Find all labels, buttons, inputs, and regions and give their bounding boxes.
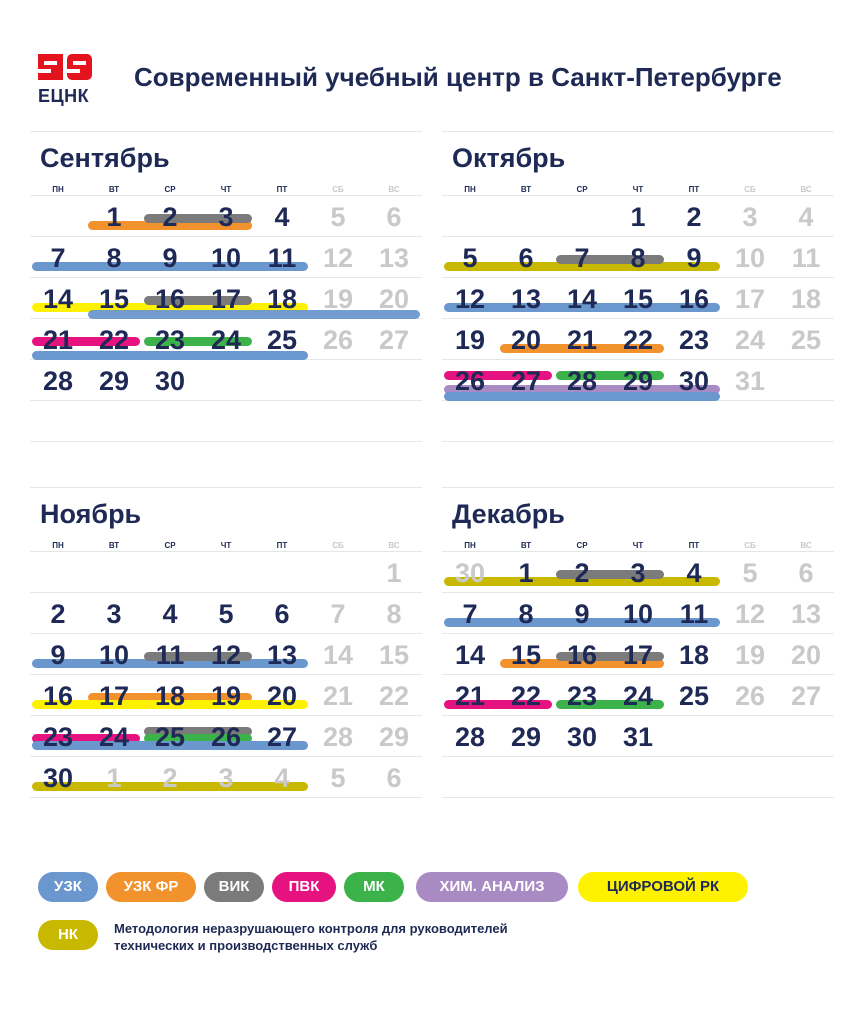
calendar-day[interactable]: 22 <box>510 681 542 711</box>
calendar-day[interactable]: 11 <box>791 243 821 273</box>
calendar-day[interactable]: 19 <box>210 681 242 711</box>
calendar-day[interactable]: 2 <box>50 599 66 629</box>
legend-uzk-fr: УЗК ФР <box>106 872 196 902</box>
calendar-day[interactable]: 23 <box>42 722 74 752</box>
calendar-day[interactable]: 30 <box>42 763 74 793</box>
calendar-day[interactable]: 11 <box>155 640 185 670</box>
calendar-day[interactable]: 29 <box>622 366 654 396</box>
calendar-day[interactable]: 23 <box>566 681 598 711</box>
calendar-day[interactable]: 25 <box>154 722 186 752</box>
calendar-day[interactable]: 17 <box>734 284 766 314</box>
row-divider <box>442 797 834 798</box>
calendar-day[interactable]: 19 <box>322 284 354 314</box>
month-2 <box>442 131 834 447</box>
calendar-day[interactable]: 30 <box>454 558 486 588</box>
weekday-label: ВТ <box>520 185 532 194</box>
calendar-day[interactable]: 9 <box>574 599 590 629</box>
calendar-day[interactable]: 26 <box>454 366 486 396</box>
weekday-label: СР <box>164 541 176 550</box>
calendar-day[interactable]: 16 <box>678 284 710 314</box>
calendar-day[interactable]: 22 <box>378 681 410 711</box>
calendar-day[interactable]: 7 <box>330 599 346 629</box>
calendar-day[interactable]: 5 <box>462 243 478 273</box>
weekday-header <box>30 541 422 555</box>
calendar-day[interactable]: 25 <box>790 325 822 355</box>
calendar-day[interactable]: 15 <box>378 640 410 670</box>
calendar-day[interactable]: 10 <box>98 640 130 670</box>
calendar-day[interactable]: 30 <box>566 722 598 752</box>
header <box>0 0 864 120</box>
calendar-day[interactable]: 4 <box>686 558 702 588</box>
calendar-day[interactable]: 21 <box>42 325 74 355</box>
calendar-day[interactable]: 6 <box>518 243 534 273</box>
calendar-day[interactable]: 1 <box>386 558 402 588</box>
calendar-day[interactable]: 16 <box>42 681 74 711</box>
calendar-day[interactable]: 28 <box>322 722 354 752</box>
weekday-label: ПН <box>52 185 64 194</box>
calendar-day[interactable]: 23 <box>678 325 710 355</box>
calendar-day[interactable]: 26 <box>322 325 354 355</box>
month-name: Декабрь <box>452 499 565 529</box>
calendar-day[interactable]: 25 <box>266 325 298 355</box>
row-divider <box>30 195 422 196</box>
calendar-day[interactable]: 16 <box>566 640 598 670</box>
row-divider <box>442 195 834 196</box>
month-name: Сентябрь <box>40 143 170 173</box>
calendar-day[interactable]: 2 <box>162 763 178 793</box>
calendar-day[interactable]: 6 <box>386 763 402 793</box>
calendar-day[interactable]: 7 <box>574 243 590 273</box>
calendar-day[interactable]: 14 <box>322 640 354 670</box>
calendar-day[interactable]: 29 <box>378 722 410 752</box>
row-divider <box>30 592 422 593</box>
calendar-day[interactable]: 12 <box>734 599 766 629</box>
calendar-day[interactable]: 31 <box>734 366 766 396</box>
calendar-day[interactable]: 13 <box>266 640 298 670</box>
calendar-day[interactable]: 8 <box>106 243 122 273</box>
page-title: Современный учебный центр в Санкт-Петербурге <box>134 62 782 92</box>
logo <box>36 52 96 108</box>
calendar-day[interactable]: 29 <box>510 722 542 752</box>
calendar-day[interactable]: 5 <box>218 599 234 629</box>
calendar-day[interactable]: 22 <box>98 325 130 355</box>
row-divider <box>442 441 834 442</box>
calendar-day[interactable]: 4 <box>274 202 290 232</box>
weekday-label: ПН <box>464 185 476 194</box>
calendar-day[interactable]: 13 <box>510 284 542 314</box>
weekday-label: СР <box>164 185 176 194</box>
calendar-day[interactable]: 18 <box>790 284 822 314</box>
weekday-label: ВТ <box>108 541 120 550</box>
month-divider <box>442 131 834 132</box>
weekday-label: ПТ <box>276 541 288 550</box>
weekday-label: ПТ <box>276 185 288 194</box>
calendar-day[interactable]: 20 <box>378 284 410 314</box>
calendar-day[interactable]: 3 <box>106 599 122 629</box>
legend-cifr: ЦИФРОВОЙ РК <box>578 872 748 902</box>
calendar-day[interactable]: 12 <box>454 284 486 314</box>
weekday-label: ПТ <box>688 541 700 550</box>
calendar-day[interactable]: 5 <box>330 202 346 232</box>
calendar-day[interactable]: 19 <box>734 640 766 670</box>
calendar-day[interactable]: 8 <box>630 243 646 273</box>
weekday-label: ВС <box>388 185 400 194</box>
calendar-day[interactable]: 13 <box>378 243 410 273</box>
calendar-day[interactable]: 10 <box>622 599 654 629</box>
calendar-day[interactable]: 27 <box>510 366 542 396</box>
calendar-day[interactable]: 6 <box>798 558 814 588</box>
month-divider <box>30 131 422 132</box>
calendar-day[interactable]: 15 <box>622 284 654 314</box>
weekday-label: ПН <box>52 541 64 550</box>
legend-nk-description: Методология неразрушающего контроля для руководителей технических и производственных служб <box>114 921 508 953</box>
month-name: Октябрь <box>452 143 566 173</box>
legend-mk: МК <box>344 872 404 902</box>
calendar-day[interactable]: 18 <box>154 681 186 711</box>
weekday-label: ВТ <box>108 185 120 194</box>
calendar-day[interactable]: 3 <box>630 558 646 588</box>
calendar-day[interactable]: 30 <box>154 366 186 396</box>
legend-him: ХИМ. АНАЛИЗ <box>416 872 568 902</box>
calendar-day[interactable]: 19 <box>454 325 486 355</box>
calendar-day[interactable]: 9 <box>162 243 178 273</box>
calendar-day[interactable]: 26 <box>210 722 242 752</box>
calendar-day[interactable]: 21 <box>566 325 598 355</box>
calendar-day[interactable]: 29 <box>98 366 130 396</box>
calendar-day[interactable]: 8 <box>386 599 402 629</box>
calendar-day[interactable]: 1 <box>106 202 122 232</box>
weekday-label: ВС <box>388 541 400 550</box>
calendar-day[interactable]: 24 <box>622 681 654 711</box>
calendar-day[interactable]: 17 <box>210 284 242 314</box>
calendar-day[interactable]: 11 <box>267 243 297 273</box>
legend-pvk: ПВК <box>272 872 336 902</box>
month-1 <box>30 131 422 447</box>
calendar-day[interactable]: 20 <box>266 681 298 711</box>
weekday-label: ПН <box>464 541 476 550</box>
weekday-label: ЧТ <box>220 541 232 550</box>
weekday-label: ВС <box>800 185 812 194</box>
calendar-day[interactable]: 2 <box>574 558 590 588</box>
calendar-day[interactable]: 15 <box>98 284 130 314</box>
legend <box>38 872 838 962</box>
calendar-day[interactable]: 14 <box>566 284 598 314</box>
calendar-day[interactable]: 4 <box>162 599 178 629</box>
calendar-day[interactable]: 17 <box>98 681 130 711</box>
calendar-day[interactable]: 9 <box>686 243 702 273</box>
calendar-day[interactable]: 17 <box>622 640 654 670</box>
weekday-label: СБ <box>744 185 756 194</box>
calendar-day[interactable]: 3 <box>742 202 758 232</box>
calendar-day[interactable]: 22 <box>622 325 654 355</box>
calendar-day[interactable]: 21 <box>454 681 486 711</box>
legend-nk: НК <box>38 920 98 950</box>
calendar-day[interactable]: 24 <box>98 722 130 752</box>
calendar-day[interactable]: 1 <box>518 558 534 588</box>
weekday-label: СР <box>576 185 588 194</box>
calendar-day[interactable]: 2 <box>162 202 178 232</box>
weekday-label: СР <box>576 541 588 550</box>
calendar-day[interactable]: 28 <box>566 366 598 396</box>
calendar-day[interactable]: 12 <box>210 640 242 670</box>
calendar-day[interactable]: 23 <box>154 325 186 355</box>
month-3 <box>30 487 422 803</box>
weekday-label: СБ <box>744 541 756 550</box>
calendar-day[interactable]: 10 <box>734 243 766 273</box>
logo-icon <box>36 52 94 82</box>
month-name: Ноябрь <box>40 499 142 529</box>
calendar-day[interactable]: 15 <box>510 640 542 670</box>
calendar-day[interactable]: 18 <box>266 284 298 314</box>
weekday-label: СБ <box>332 185 344 194</box>
weekday-label: СБ <box>332 541 344 550</box>
calendar-day[interactable]: 3 <box>218 763 234 793</box>
calendar-day[interactable]: 20 <box>510 325 542 355</box>
calendar-day[interactable]: 31 <box>622 722 654 752</box>
calendar-day[interactable]: 3 <box>218 202 234 232</box>
row-divider <box>30 441 422 442</box>
calendar-day[interactable]: 21 <box>322 681 354 711</box>
calendar-day[interactable]: 11 <box>679 599 709 629</box>
calendar-day[interactable]: 1 <box>106 763 122 793</box>
logo-text: ЕЦНК <box>38 86 90 106</box>
calendar-day[interactable]: 25 <box>678 681 710 711</box>
month-divider <box>30 487 422 488</box>
calendar-day[interactable]: 7 <box>462 599 478 629</box>
calendar-day[interactable]: 28 <box>42 366 74 396</box>
calendar-day[interactable]: 1 <box>630 202 646 232</box>
calendar-day[interactable]: 10 <box>210 243 242 273</box>
calendar-day[interactable]: 5 <box>330 763 346 793</box>
row-divider <box>30 551 422 552</box>
calendar-day[interactable]: 24 <box>210 325 242 355</box>
calendar-day[interactable]: 6 <box>386 202 402 232</box>
legend-uzk: УЗК <box>38 872 98 902</box>
calendar-day[interactable]: 27 <box>378 325 410 355</box>
calendar-day[interactable]: 7 <box>50 243 66 273</box>
calendar-day[interactable]: 13 <box>790 599 822 629</box>
calendar-day[interactable]: 4 <box>798 202 814 232</box>
legend-vik: ВИК <box>204 872 264 902</box>
calendar-day[interactable]: 27 <box>266 722 298 752</box>
weekday-label: ЧТ <box>632 541 644 550</box>
calendar-day[interactable]: 2 <box>686 202 702 232</box>
calendar-day[interactable]: 4 <box>274 763 290 793</box>
calendar-day[interactable]: 20 <box>790 640 822 670</box>
calendar-day[interactable]: 24 <box>734 325 766 355</box>
weekday-label: ЧТ <box>632 185 644 194</box>
calendar-day[interactable]: 27 <box>790 681 822 711</box>
calendar-day[interactable]: 14 <box>454 640 486 670</box>
calendar-day[interactable]: 5 <box>742 558 758 588</box>
calendar-day[interactable]: 8 <box>518 599 534 629</box>
weekday-label: ПТ <box>688 185 700 194</box>
calendar-day[interactable]: 12 <box>322 243 354 273</box>
calendar-day[interactable]: 30 <box>678 366 710 396</box>
calendar-day[interactable]: 6 <box>274 599 290 629</box>
calendar-day[interactable]: 28 <box>454 722 486 752</box>
calendar-day[interactable]: 26 <box>734 681 766 711</box>
calendar-day[interactable]: 16 <box>154 284 186 314</box>
row-divider <box>442 551 834 552</box>
calendar-day[interactable]: 14 <box>42 284 74 314</box>
month-4 <box>442 487 834 803</box>
calendar-day[interactable]: 9 <box>50 640 66 670</box>
calendar-day[interactable]: 18 <box>678 640 710 670</box>
month-divider <box>442 487 834 488</box>
weekday-label: ВС <box>800 541 812 550</box>
weekday-label: ЧТ <box>220 185 232 194</box>
weekday-label: ВТ <box>520 541 532 550</box>
